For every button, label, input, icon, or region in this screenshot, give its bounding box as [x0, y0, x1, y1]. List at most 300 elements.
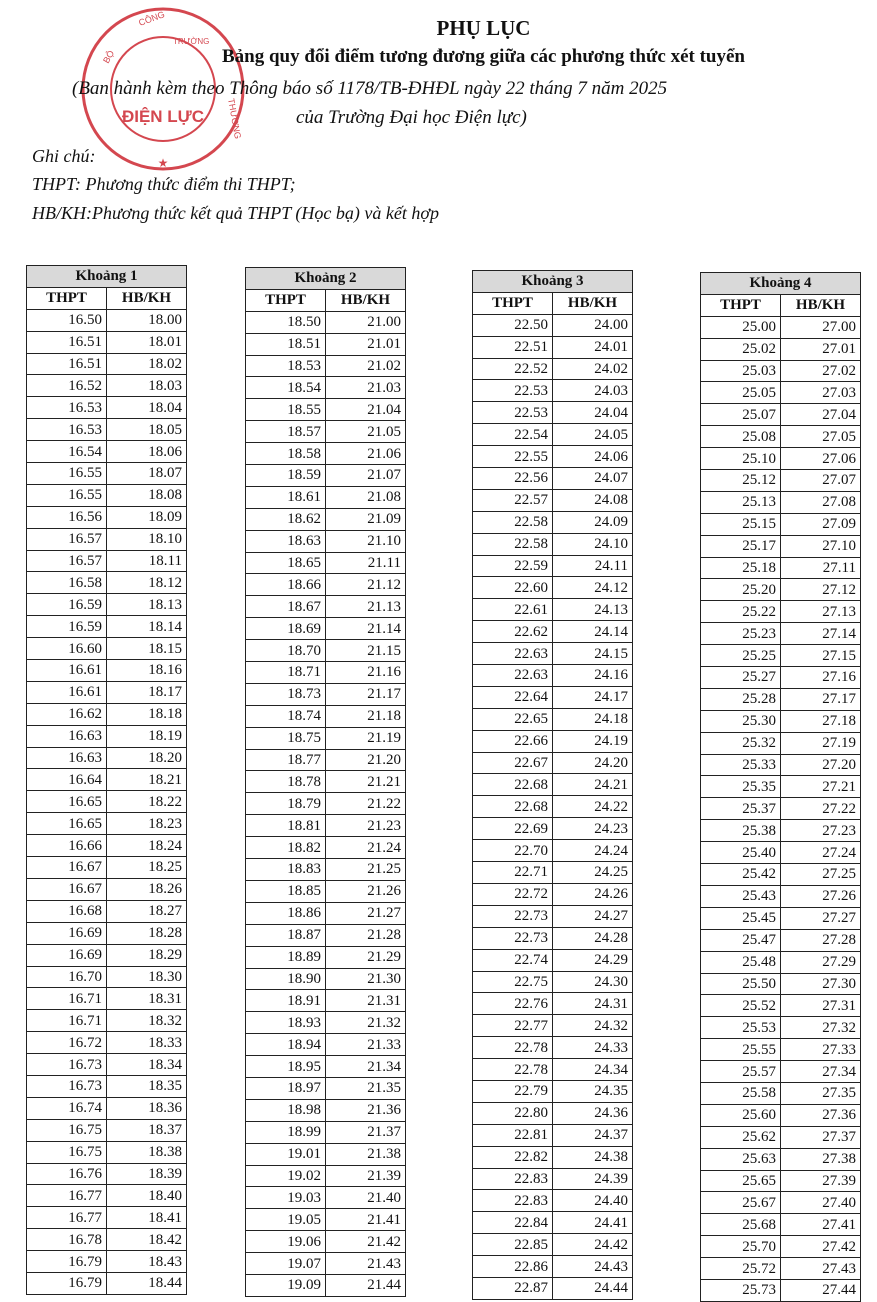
table-row	[27, 506, 187, 528]
thpt-score-cell: 25.65	[701, 1170, 781, 1192]
hbkh-score-cell: 18.12	[107, 572, 187, 594]
table-row	[701, 1192, 861, 1214]
table-row	[473, 489, 633, 511]
table-row	[27, 1010, 187, 1032]
hbkh-score-cell: 21.09	[326, 508, 406, 530]
thpt-score-cell: 16.55	[27, 463, 107, 485]
hbkh-score-cell: 27.08	[781, 491, 861, 513]
hbkh-score-cell: 18.13	[107, 594, 187, 616]
hbkh-score-cell: 27.22	[781, 798, 861, 820]
thpt-score-cell: 16.57	[27, 550, 107, 572]
hbkh-score-cell: 18.01	[107, 331, 187, 353]
table-row	[701, 316, 861, 338]
hbkh-score-cell: 18.36	[107, 1097, 187, 1119]
table-row	[701, 710, 861, 732]
hbkh-score-cell: 21.21	[326, 771, 406, 793]
thpt-score-cell: 18.70	[246, 640, 326, 662]
thpt-score-cell: 22.58	[473, 533, 553, 555]
page-subtitle: Bảng quy đổi điểm tương đương giữa các phương thức xét tuyển	[221, 46, 745, 67]
hbkh-score-cell: 27.14	[781, 623, 861, 645]
table-row	[246, 377, 406, 399]
thpt-score-cell: 18.82	[246, 837, 326, 859]
hbkh-score-cell: 27.02	[781, 360, 861, 382]
hbkh-score-cell: 24.15	[553, 643, 633, 665]
hbkh-score-cell: 21.17	[326, 683, 406, 705]
hbkh-score-cell: 27.06	[781, 448, 861, 470]
thpt-score-cell: 25.05	[701, 382, 781, 404]
hbkh-score-cell: 21.25	[326, 859, 406, 881]
table-row	[473, 1277, 633, 1299]
thpt-score-cell: 25.43	[701, 885, 781, 907]
hbkh-score-cell: 27.09	[781, 513, 861, 535]
column-header-thpt: THPT	[473, 292, 553, 314]
thpt-score-cell: 22.82	[473, 1146, 553, 1168]
table-row	[473, 1256, 633, 1278]
thpt-score-cell: 18.50	[246, 311, 326, 333]
hbkh-score-cell: 21.05	[326, 421, 406, 443]
thpt-score-cell: 18.83	[246, 859, 326, 881]
hbkh-score-cell: 27.41	[781, 1214, 861, 1236]
table-row	[27, 638, 187, 660]
thpt-score-cell: 25.18	[701, 557, 781, 579]
thpt-score-cell: 16.71	[27, 988, 107, 1010]
thpt-score-cell: 22.81	[473, 1124, 553, 1146]
hbkh-score-cell: 18.21	[107, 769, 187, 791]
thpt-score-cell: 22.69	[473, 818, 553, 840]
thpt-score-cell: 22.84	[473, 1212, 553, 1234]
hbkh-score-cell: 21.24	[326, 837, 406, 859]
hbkh-score-cell: 24.18	[553, 708, 633, 730]
hbkh-score-cell: 21.20	[326, 749, 406, 771]
hbkh-score-cell: 27.42	[781, 1236, 861, 1258]
note-label: Ghi chú:	[32, 146, 96, 166]
thpt-score-cell: 18.86	[246, 902, 326, 924]
hbkh-score-cell: 21.44	[326, 1274, 406, 1296]
hbkh-score-cell: 18.09	[107, 506, 187, 528]
hbkh-score-cell: 21.16	[326, 662, 406, 684]
table-row	[246, 924, 406, 946]
table-row	[246, 618, 406, 640]
table-row	[246, 574, 406, 596]
thpt-score-cell: 22.56	[473, 468, 553, 490]
table-row	[473, 1059, 633, 1081]
thpt-score-cell: 25.02	[701, 338, 781, 360]
hbkh-score-cell: 18.17	[107, 681, 187, 703]
table-row	[701, 929, 861, 951]
table-row	[701, 623, 861, 645]
hbkh-score-cell: 24.36	[553, 1102, 633, 1124]
thpt-score-cell: 22.60	[473, 577, 553, 599]
hbkh-score-cell: 18.03	[107, 375, 187, 397]
table-row	[701, 404, 861, 426]
hbkh-score-cell: 24.32	[553, 1015, 633, 1037]
hbkh-score-cell: 24.03	[553, 380, 633, 402]
table-row	[27, 441, 187, 463]
thpt-score-cell: 16.61	[27, 681, 107, 703]
hbkh-score-cell: 21.27	[326, 902, 406, 924]
thpt-score-cell: 25.20	[701, 579, 781, 601]
thpt-score-cell: 18.98	[246, 1099, 326, 1121]
table-row	[27, 375, 187, 397]
thpt-score-cell: 16.68	[27, 900, 107, 922]
thpt-score-cell: 16.73	[27, 1075, 107, 1097]
table-row	[473, 380, 633, 402]
thpt-score-cell: 22.64	[473, 686, 553, 708]
table-row	[473, 555, 633, 577]
hbkh-score-cell: 27.27	[781, 907, 861, 929]
table-row	[473, 1168, 633, 1190]
table-row	[473, 971, 633, 993]
table-row	[246, 859, 406, 881]
hbkh-score-cell: 27.01	[781, 338, 861, 360]
table-row	[246, 1143, 406, 1165]
hbkh-score-cell: 18.16	[107, 660, 187, 682]
thpt-score-cell: 18.61	[246, 486, 326, 508]
thpt-score-cell: 22.62	[473, 621, 553, 643]
thpt-score-cell: 19.09	[246, 1274, 326, 1296]
thpt-score-cell: 25.08	[701, 426, 781, 448]
thpt-score-cell: 25.45	[701, 907, 781, 929]
thpt-score-cell: 22.76	[473, 993, 553, 1015]
hbkh-score-cell: 24.16	[553, 665, 633, 687]
hbkh-score-cell: 24.14	[553, 621, 633, 643]
hbkh-score-cell: 24.34	[553, 1059, 633, 1081]
hbkh-score-cell: 24.13	[553, 599, 633, 621]
thpt-score-cell: 18.54	[246, 377, 326, 399]
table-row	[701, 864, 861, 886]
thpt-score-cell: 18.79	[246, 793, 326, 815]
table-row	[701, 885, 861, 907]
column-header-hbkh: HB/KH	[553, 292, 633, 314]
thpt-score-cell: 18.75	[246, 727, 326, 749]
table-row	[701, 513, 861, 535]
hbkh-score-cell: 27.31	[781, 995, 861, 1017]
thpt-score-cell: 22.71	[473, 862, 553, 884]
thpt-score-cell: 25.25	[701, 645, 781, 667]
table-row	[27, 988, 187, 1010]
thpt-score-cell: 18.89	[246, 946, 326, 968]
table-row	[246, 1099, 406, 1121]
hbkh-score-cell: 27.37	[781, 1126, 861, 1148]
table-row	[27, 769, 187, 791]
table-row	[246, 1274, 406, 1296]
hbkh-score-cell: 24.31	[553, 993, 633, 1015]
table-row	[246, 749, 406, 771]
thpt-score-cell: 16.76	[27, 1163, 107, 1185]
thpt-score-cell: 18.62	[246, 508, 326, 530]
table-row	[246, 1034, 406, 1056]
thpt-score-cell: 18.90	[246, 968, 326, 990]
hbkh-score-cell: 24.21	[553, 774, 633, 796]
thpt-score-cell: 16.65	[27, 813, 107, 835]
table-row	[701, 1126, 861, 1148]
hbkh-score-cell: 24.17	[553, 686, 633, 708]
hbkh-score-cell: 18.41	[107, 1207, 187, 1229]
table-row	[27, 944, 187, 966]
table-row	[246, 1165, 406, 1187]
table-row	[246, 837, 406, 859]
thpt-score-cell: 16.56	[27, 506, 107, 528]
hbkh-score-cell: 21.14	[326, 618, 406, 640]
table-row	[246, 465, 406, 487]
hbkh-score-cell: 18.25	[107, 857, 187, 879]
thpt-score-cell: 25.55	[701, 1039, 781, 1061]
hbkh-score-cell: 21.40	[326, 1187, 406, 1209]
table-row	[473, 314, 633, 336]
table-row	[27, 616, 187, 638]
table-row	[701, 470, 861, 492]
thpt-score-cell: 16.65	[27, 791, 107, 813]
hbkh-score-cell: 27.32	[781, 1017, 861, 1039]
table-row	[246, 1209, 406, 1231]
hbkh-score-cell: 21.04	[326, 399, 406, 421]
hbkh-score-cell: 27.38	[781, 1148, 861, 1170]
table-row	[473, 949, 633, 971]
table-row	[246, 640, 406, 662]
table-row	[246, 771, 406, 793]
table-row	[246, 705, 406, 727]
thpt-score-cell: 25.67	[701, 1192, 781, 1214]
note-hbkh: HB/KH:Phương thức kết quả THPT (Học bạ) và kết hợp	[32, 203, 439, 223]
hbkh-score-cell: 27.29	[781, 951, 861, 973]
table-row	[701, 557, 861, 579]
hbkh-score-cell: 21.00	[326, 311, 406, 333]
hbkh-score-cell: 21.08	[326, 486, 406, 508]
hbkh-score-cell: 24.09	[553, 511, 633, 533]
hbkh-score-cell: 18.05	[107, 419, 187, 441]
table-row	[473, 708, 633, 730]
thpt-score-cell: 16.69	[27, 944, 107, 966]
table-row	[246, 1012, 406, 1034]
table-row	[27, 1097, 187, 1119]
thpt-score-cell: 16.61	[27, 660, 107, 682]
thpt-score-cell: 25.37	[701, 798, 781, 820]
hbkh-score-cell: 24.12	[553, 577, 633, 599]
thpt-score-cell: 16.59	[27, 616, 107, 638]
table-row	[473, 1080, 633, 1102]
thpt-score-cell: 22.63	[473, 643, 553, 665]
thpt-score-cell: 25.57	[701, 1061, 781, 1083]
conversion-table-khoang-2	[245, 267, 406, 1297]
thpt-score-cell: 25.22	[701, 601, 781, 623]
table-row	[27, 660, 187, 682]
thpt-score-cell: 22.83	[473, 1190, 553, 1212]
table-row	[27, 878, 187, 900]
thpt-score-cell: 19.01	[246, 1143, 326, 1165]
hbkh-score-cell: 21.12	[326, 574, 406, 596]
table-row	[701, 645, 861, 667]
thpt-score-cell: 25.28	[701, 688, 781, 710]
thpt-score-cell: 25.60	[701, 1104, 781, 1126]
table-row	[27, 463, 187, 485]
thpt-score-cell: 25.52	[701, 995, 781, 1017]
hbkh-score-cell: 27.19	[781, 732, 861, 754]
thpt-score-cell: 16.52	[27, 375, 107, 397]
table-range-header: Khoảng 3	[473, 271, 633, 293]
thpt-score-cell: 25.23	[701, 623, 781, 645]
thpt-score-cell: 25.73	[701, 1279, 781, 1301]
table-row	[701, 360, 861, 382]
thpt-score-cell: 22.86	[473, 1256, 553, 1278]
table-row	[27, 397, 187, 419]
thpt-score-cell: 25.30	[701, 710, 781, 732]
hbkh-score-cell: 27.11	[781, 557, 861, 579]
thpt-score-cell: 22.83	[473, 1168, 553, 1190]
table-row	[473, 752, 633, 774]
hbkh-score-cell: 27.12	[781, 579, 861, 601]
thpt-score-cell: 22.61	[473, 599, 553, 621]
thpt-score-cell: 22.77	[473, 1015, 553, 1037]
table-row	[473, 840, 633, 862]
thpt-score-cell: 16.67	[27, 857, 107, 879]
table-row	[473, 533, 633, 555]
hbkh-score-cell: 24.27	[553, 905, 633, 927]
hbkh-score-cell: 24.39	[553, 1168, 633, 1190]
thpt-score-cell: 22.51	[473, 336, 553, 358]
table-row	[473, 621, 633, 643]
table-row	[473, 905, 633, 927]
hbkh-score-cell: 21.29	[326, 946, 406, 968]
thpt-score-cell: 16.60	[27, 638, 107, 660]
thpt-score-cell: 18.58	[246, 443, 326, 465]
thpt-score-cell: 22.78	[473, 1059, 553, 1081]
table-row	[701, 820, 861, 842]
hbkh-score-cell: 21.30	[326, 968, 406, 990]
table-row	[473, 468, 633, 490]
hbkh-score-cell: 18.38	[107, 1141, 187, 1163]
hbkh-score-cell: 27.10	[781, 535, 861, 557]
thpt-score-cell: 18.91	[246, 990, 326, 1012]
hbkh-score-cell: 18.04	[107, 397, 187, 419]
hbkh-score-cell: 21.43	[326, 1253, 406, 1275]
hbkh-score-cell: 18.37	[107, 1119, 187, 1141]
hbkh-score-cell: 24.28	[553, 927, 633, 949]
hbkh-score-cell: 21.42	[326, 1231, 406, 1253]
hbkh-score-cell: 27.20	[781, 754, 861, 776]
thpt-score-cell: 25.58	[701, 1082, 781, 1104]
thpt-score-cell: 25.62	[701, 1126, 781, 1148]
thpt-score-cell: 25.68	[701, 1214, 781, 1236]
hbkh-score-cell: 21.23	[326, 815, 406, 837]
svg-text:THƯƠNG: THƯƠNG	[226, 97, 243, 140]
thpt-score-cell: 25.40	[701, 842, 781, 864]
hbkh-score-cell: 27.33	[781, 1039, 861, 1061]
thpt-score-cell: 22.72	[473, 883, 553, 905]
table-row	[27, 528, 187, 550]
table-row	[27, 681, 187, 703]
conversion-table-khoang-1	[26, 265, 187, 1295]
hbkh-score-cell: 24.23	[553, 818, 633, 840]
column-header-hbkh: HB/KH	[781, 294, 861, 316]
hbkh-score-cell: 18.44	[107, 1272, 187, 1294]
table-row	[701, 732, 861, 754]
thpt-score-cell: 22.67	[473, 752, 553, 774]
hbkh-score-cell: 24.22	[553, 796, 633, 818]
hbkh-score-cell: 27.04	[781, 404, 861, 426]
hbkh-score-cell: 21.07	[326, 465, 406, 487]
hbkh-score-cell: 27.24	[781, 842, 861, 864]
table-row	[473, 883, 633, 905]
table-row	[27, 484, 187, 506]
table-row	[246, 530, 406, 552]
thpt-score-cell: 25.13	[701, 491, 781, 513]
hbkh-score-cell: 24.41	[553, 1212, 633, 1234]
thpt-score-cell: 18.73	[246, 683, 326, 705]
hbkh-score-cell: 18.40	[107, 1185, 187, 1207]
hbkh-score-cell: 27.18	[781, 710, 861, 732]
table-row	[473, 730, 633, 752]
hbkh-score-cell: 18.19	[107, 725, 187, 747]
thpt-score-cell: 18.65	[246, 552, 326, 574]
hbkh-score-cell: 24.04	[553, 402, 633, 424]
table-row	[27, 550, 187, 572]
hbkh-score-cell: 21.33	[326, 1034, 406, 1056]
issue-line-1: (Ban hành kèm theo Thông báo số 1178/TB-ĐHĐL ngày 22 tháng 7 năm 2025	[72, 78, 668, 99]
note-thpt: THPT: Phương thức điểm thi THPT;	[32, 174, 296, 194]
table-row	[701, 338, 861, 360]
table-row	[27, 813, 187, 835]
column-header-thpt: THPT	[701, 294, 781, 316]
hbkh-score-cell: 27.30	[781, 973, 861, 995]
table-row	[27, 703, 187, 725]
hbkh-score-cell: 18.34	[107, 1054, 187, 1076]
table-row	[701, 1039, 861, 1061]
table-row	[701, 1214, 861, 1236]
table-row	[27, 419, 187, 441]
hbkh-score-cell: 27.26	[781, 885, 861, 907]
hbkh-score-cell: 21.06	[326, 443, 406, 465]
hbkh-score-cell: 18.22	[107, 791, 187, 813]
hbkh-score-cell: 18.06	[107, 441, 187, 463]
hbkh-score-cell: 21.32	[326, 1012, 406, 1034]
hbkh-score-cell: 18.00	[107, 309, 187, 331]
hbkh-score-cell: 21.01	[326, 333, 406, 355]
table-row	[246, 793, 406, 815]
thpt-score-cell: 16.79	[27, 1251, 107, 1273]
table-row	[246, 1077, 406, 1099]
thpt-score-cell: 16.51	[27, 331, 107, 353]
hbkh-score-cell: 27.15	[781, 645, 861, 667]
hbkh-score-cell: 24.25	[553, 862, 633, 884]
hbkh-score-cell: 18.43	[107, 1251, 187, 1273]
thpt-score-cell: 25.48	[701, 951, 781, 973]
hbkh-score-cell: 24.10	[553, 533, 633, 555]
seal-center-text: ĐIỆN LỰC	[121, 107, 205, 126]
hbkh-score-cell: 24.08	[553, 489, 633, 511]
thpt-score-cell: 25.72	[701, 1258, 781, 1280]
hbkh-score-cell: 18.33	[107, 1032, 187, 1054]
table-row	[473, 358, 633, 380]
thpt-score-cell: 18.55	[246, 399, 326, 421]
table-row	[27, 1163, 187, 1185]
hbkh-score-cell: 21.22	[326, 793, 406, 815]
table-row	[246, 421, 406, 443]
table-row	[27, 966, 187, 988]
table-row	[701, 601, 861, 623]
hbkh-score-cell: 27.28	[781, 929, 861, 951]
table-row	[701, 579, 861, 601]
table-row	[473, 1212, 633, 1234]
hbkh-score-cell: 18.39	[107, 1163, 187, 1185]
hbkh-score-cell: 24.02	[553, 358, 633, 380]
table-row	[27, 1185, 187, 1207]
thpt-score-cell: 22.55	[473, 446, 553, 468]
hbkh-score-cell: 18.28	[107, 922, 187, 944]
thpt-score-cell: 16.77	[27, 1185, 107, 1207]
hbkh-score-cell: 21.13	[326, 596, 406, 618]
hbkh-score-cell: 27.05	[781, 426, 861, 448]
table-row	[27, 1141, 187, 1163]
